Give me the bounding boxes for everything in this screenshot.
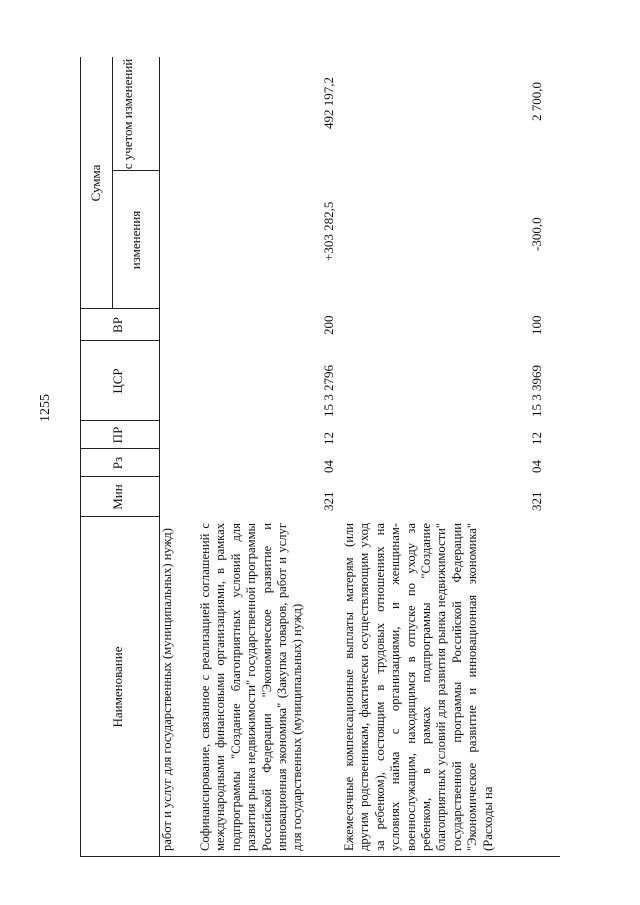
cell-vr: 200: [321, 315, 336, 335]
header-change: изменения: [128, 210, 143, 270]
row-description: Ежемесячные компенсационные выплаты матерям (или другим родственникам, фактически осуществляющим уход за ребенком), состоящим в трудовых отношениях на условиях найма с организациями, и женщинам-военнослужащим, находящимся в отпуске по уходу за ребенком, в рамках подпрограммы "Создание благоприятных условий для развития рынка недвижимости" государственной программы Российской Федерации "Экономическое развитие и инновационная экономика" (Расходы на: [342, 523, 495, 851]
cell-min: 321: [529, 491, 544, 511]
row-description: работ и услуг для государственных (муниципальных) нужд): [160, 528, 174, 851]
cell-rz: 04: [529, 460, 544, 473]
cell-with-change: 492 197,2: [321, 77, 336, 129]
header-vr: ВР: [110, 317, 125, 333]
budget-table: [80, 57, 560, 857]
cell-change: -300,0: [529, 217, 544, 251]
cell-min: 321: [321, 491, 336, 511]
cell-csr: 15 3 2796: [321, 365, 336, 417]
header-pr: ПР: [110, 426, 125, 444]
rotated-page: [38, 57, 560, 857]
cell-with-change: 2 700,0: [529, 82, 544, 121]
header-name: Наименование: [110, 646, 125, 728]
header-with-change: с учетом изменений: [120, 58, 135, 170]
cell-rz: 04: [321, 460, 336, 473]
cell-csr: 15 3 3969: [529, 365, 544, 417]
cell-pr: 12: [529, 432, 544, 445]
cell-change: +303 282,5: [321, 201, 336, 261]
cell-pr: 12: [321, 432, 336, 445]
page-number: 1255: [38, 394, 53, 422]
row-description: Софинансирование, связанное с реализацией соглашений с международными финансовыми организациями, в рамках подпрограммы "Создание благоприятных условий для развития рынка недвижимости" государственной программы Российской Федерации "Экономическое развитие и инновационная экономика" (Закупка товаров, работ и услуг для государственных (муниципальных) нужд): [198, 523, 305, 851]
header-sum: Сумма: [88, 164, 103, 202]
cell-vr: 100: [529, 315, 544, 335]
header-min: Мин: [110, 484, 125, 510]
header-csr: ЦСР: [110, 368, 125, 394]
header-rz: Рз: [110, 456, 125, 470]
